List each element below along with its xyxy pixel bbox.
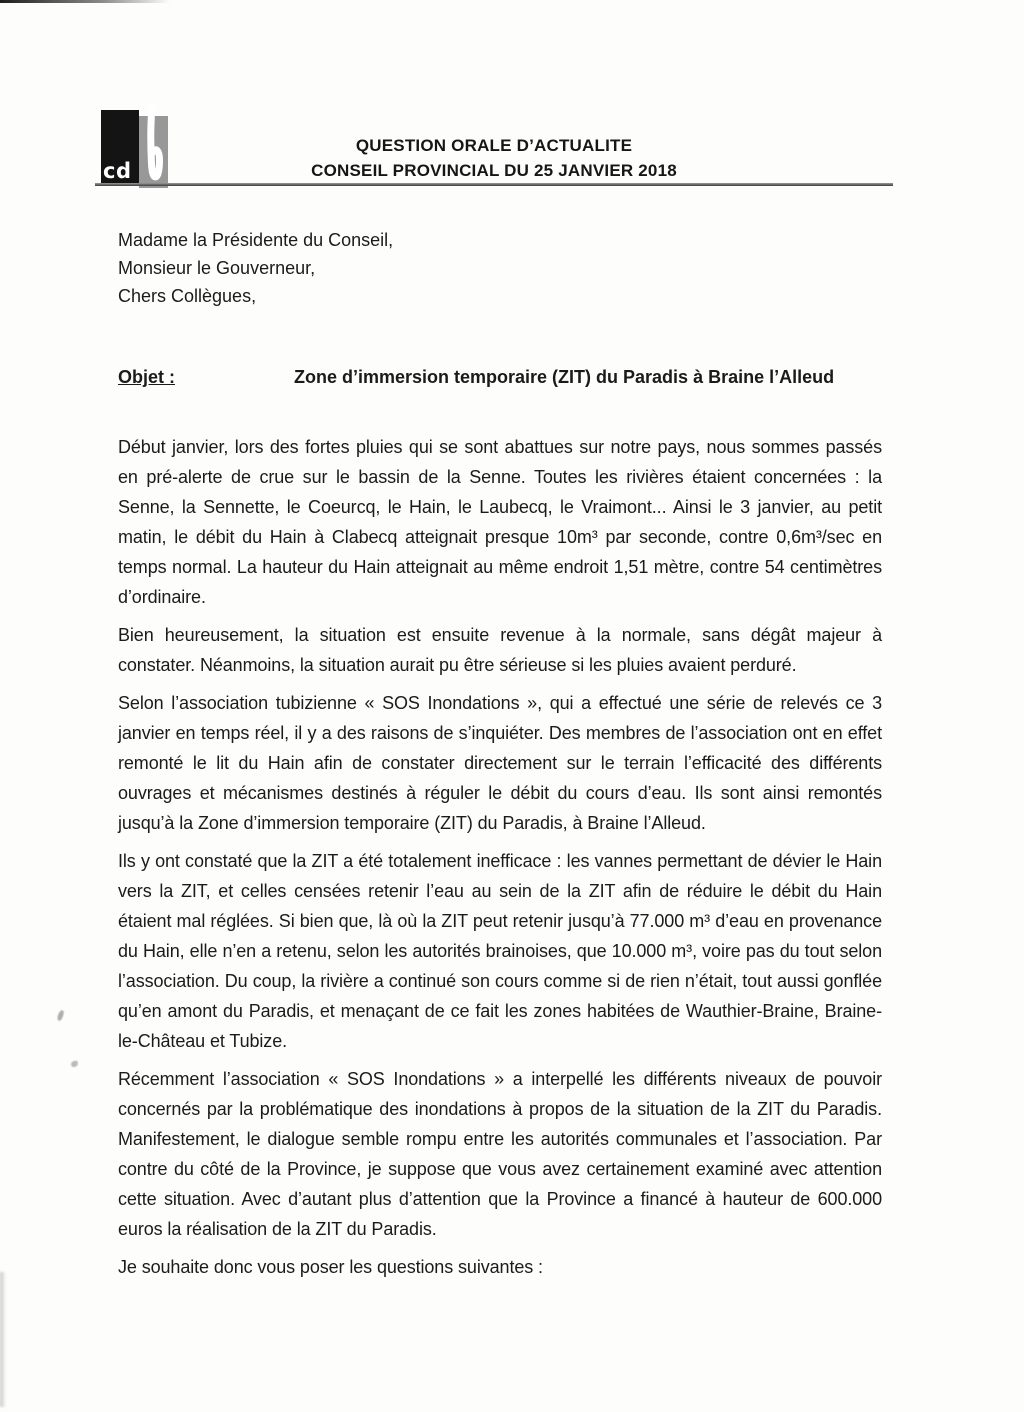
scan-artifact-mark <box>71 1060 79 1067</box>
subject-row <box>118 362 882 392</box>
subject-label: Objet : <box>118 367 175 387</box>
document-header-title <box>95 133 893 183</box>
paragraph-zit-ineffective: Ils y ont constaté que la ZIT a été totalement inefficace : les vannes permettant de dévier le Hain vers la ZIT, et celles censées retenir l’eau au sein de la ZIT afin de réduire le débit du Hain étaient mal réglées. Si bien que, là où la ZIT peut retenir jusqu’à 77.000 m³ d’eau en provenance du Hain, elle n’en a retenu, selon les autorités brainoises, que 10.000 m³, voire pas du tout selon l’association. Du coup, la rivière a continué son cours comme si de rien n’était, tout aussi gonflée qu’en amont du Paradis, et menaçant de ce fait les zones habitées de Wauthier-Braine, Braine-le-Château et Tubize. <box>118 851 882 1051</box>
salutation-line: Madame la Présidente du Conseil, <box>118 230 394 250</box>
logo-cd-text: cd <box>103 159 132 183</box>
document-body <box>118 226 882 1290</box>
scan-artifact-mark <box>56 1009 64 1021</box>
scan-artifact-edge-smudge <box>0 1272 6 1407</box>
salutation-line: Monsieur le Gouverneur, <box>118 258 316 278</box>
paragraph-flood-alert: Début janvier, lors des fortes pluies qui se sont abattues sur notre pays, nous sommes passés en pré-alerte de crue sur le bassin de la Senne. Toutes les rivières étaient concernées : la Senne, la Sennette, le Coeurcq, le Hain, le Laubecq, le Vraimont... Ainsi le 3 janvier, au petit matin, le débit du Hain à Clabecq atteignait presque 10m³ par seconde, contre 0,6m³/sec en temps normal. La hauteur du Hain atteignait au même endroit 1,51 mètre, contre 54 centimètres d’ordinaire. <box>118 437 882 607</box>
header-divider-line <box>95 183 893 186</box>
salutation-line: Chers Collègues, <box>118 286 257 306</box>
subject-value: Zone d’immersion temporaire (ZIT) du Paradis à Braine l’Alleud <box>294 367 835 387</box>
logo-h-glyph-icon <box>135 102 171 190</box>
salutation-block <box>118 226 882 310</box>
closing-line: Je souhaite donc vous poser les questions suivantes : <box>118 1257 543 1277</box>
paragraph-situation-normal: Bien heureusement, la situation est ensuite revenue à la normale, sans dégât majeur à constater. Néanmoins, la situation aurait pu être sérieuse si les pluies avaient perduré. <box>118 625 882 675</box>
scan-artifact-top-strip <box>0 0 170 3</box>
header-title-line1: QUESTION ORALE D’ACTUALITE <box>355 136 633 155</box>
paragraph-association-appeal: Récemment l’association « SOS Inondations » a interpellé les différents niveaux de pouvoir concernés par la problématique des inondations à propos de la situation de la ZIT du Paradis. Manifestement, le dialogue semble rompu entre les autorités communales et l’association. Par contre du côté de la Province, je suppose que vous avez certainement examiné avec attention cette situation. Avec d’autant plus d’attention que la Province a financé à hauteur de 600.000 euros la réalisation de la ZIT du Paradis. <box>118 1069 882 1239</box>
paragraph-sos-inondations-survey: Selon l’association tubizienne « SOS Inondations », qui a effectué une série de relevés ce 3 janvier en temps réel, il y a des raisons de s’inquiéter. Des membres de l’association ont en effet remonté le lit du Hain afin de constater directement sur le terrain l’efficacité des différents ouvrages et mécanismes destinés à réguler le débit du cours d’eau. Ils sont ainsi remontés jusqu’à la Zone d’immersion temporaire (ZIT) du Paradis, à Braine l’Alleud. <box>118 693 882 833</box>
header-title-line2: CONSEIL PROVINCIAL DU 25 JANVIER 2018 <box>311 161 677 180</box>
